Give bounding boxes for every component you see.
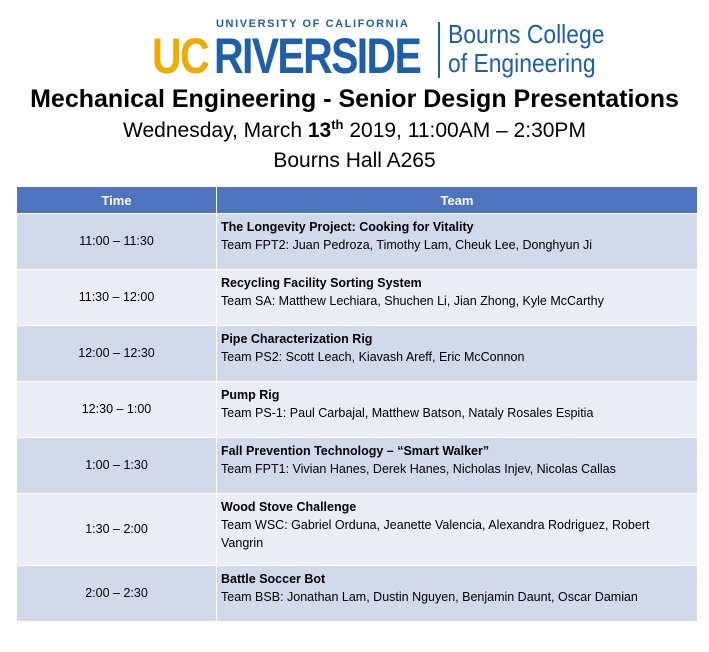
row-time: 12:30 – 1:00 bbox=[17, 382, 217, 438]
row-team-cell bbox=[217, 326, 698, 382]
row-team-cell bbox=[217, 270, 698, 326]
logo-riverside-text: RIVERSIDE bbox=[214, 28, 421, 84]
table-row bbox=[17, 382, 698, 438]
table-row bbox=[17, 326, 698, 382]
logo-college-text bbox=[448, 20, 604, 78]
date-prefix: Wednesday, March bbox=[123, 119, 308, 142]
row-team-cell bbox=[217, 566, 698, 622]
row-team-cell bbox=[217, 382, 698, 438]
table-header-row bbox=[17, 187, 698, 214]
table-row bbox=[17, 566, 698, 622]
logo-college-line1: Bourns College bbox=[448, 19, 605, 49]
logo-university-text: UNIVERSITY OF CALIFORNIA bbox=[216, 18, 410, 30]
table-row bbox=[17, 438, 698, 494]
team-members: Team PS-1: Paul Carbajal, Matthew Batson, Nataly Rosales Espitia bbox=[221, 406, 594, 420]
row-time: 2:00 – 2:30 bbox=[17, 566, 217, 622]
column-header-team: Team bbox=[217, 187, 698, 214]
row-time: 11:30 – 12:00 bbox=[17, 270, 217, 326]
logo-riverside-block bbox=[214, 16, 434, 84]
table-row bbox=[17, 270, 698, 326]
schedule-table bbox=[16, 186, 698, 622]
team-members: Team FPT2: Juan Pedroza, Timothy Lam, Cheuk Lee, Donghyun Ji bbox=[221, 238, 593, 252]
event-location: Bourns Hall A265 bbox=[273, 149, 436, 172]
team-members: Team SA: Matthew Lechiara, Shuchen Li, Jian Zhong, Kyle McCarthy bbox=[221, 294, 604, 308]
date-day: 13 bbox=[307, 119, 332, 142]
logo-college-line2: of Engineering bbox=[448, 48, 596, 78]
date-rest: 2019, 11:00AM – 2:30PM bbox=[343, 119, 586, 142]
logo-divider bbox=[438, 22, 440, 78]
ucr-logo bbox=[152, 16, 626, 84]
project-title: Pump Rig bbox=[221, 388, 280, 402]
event-date bbox=[0, 117, 709, 145]
table-row bbox=[17, 214, 698, 270]
table-row bbox=[17, 494, 698, 566]
team-members: Team FPT1: Vivian Hanes, Derek Hanes, Nicholas Injev, Nicolas Callas bbox=[221, 462, 616, 476]
row-team-cell bbox=[217, 438, 698, 494]
row-team-cell bbox=[217, 494, 698, 566]
team-members: Team PS2: Scott Leach, Kiavash Areff, Eric McConnon bbox=[221, 350, 525, 364]
date-suffix: th bbox=[331, 117, 344, 132]
project-title: Recycling Facility Sorting System bbox=[221, 276, 422, 290]
team-members: Team WSC: Gabriel Orduna, Jeanette Valencia, Alexandra Rodriguez, Robert Vangrin bbox=[221, 518, 650, 550]
project-title: Pipe Characterization Rig bbox=[221, 332, 373, 346]
team-members: Team BSB: Jonathan Lam, Dustin Nguyen, Benjamin Daunt, Oscar Damian bbox=[221, 590, 638, 604]
project-title: The Longevity Project: Cooking for Vitality bbox=[221, 220, 474, 234]
row-time: 1:00 – 1:30 bbox=[17, 438, 217, 494]
column-header-time: Time bbox=[17, 187, 217, 214]
project-title: Battle Soccer Bot bbox=[221, 572, 326, 586]
row-team-cell bbox=[217, 214, 698, 270]
row-time: 1:30 – 2:00 bbox=[17, 494, 217, 566]
logo-uc-text: UC bbox=[152, 28, 208, 84]
row-time: 12:00 – 12:30 bbox=[17, 326, 217, 382]
row-time: 11:00 – 11:30 bbox=[17, 214, 217, 270]
page-title: Mechanical Engineering - Senior Design Presentations bbox=[30, 85, 679, 113]
project-title: Wood Stove Challenge bbox=[221, 500, 357, 514]
project-title: Fall Prevention Technology – “Smart Walker” bbox=[221, 444, 490, 458]
